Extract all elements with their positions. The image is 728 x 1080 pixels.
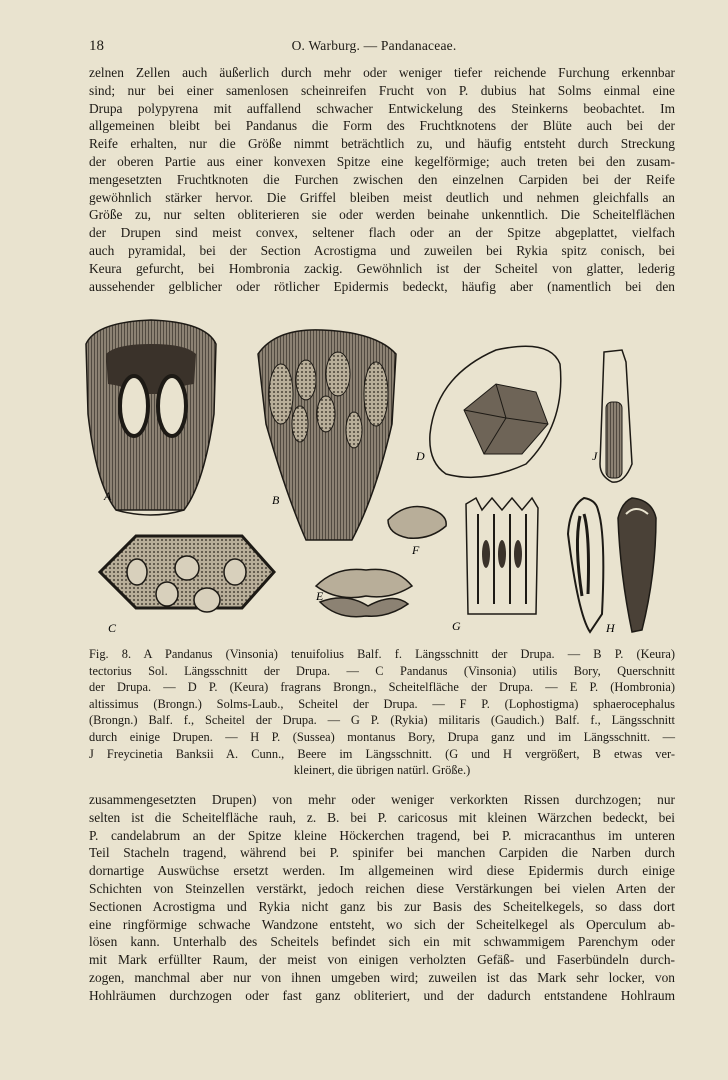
drawing-d xyxy=(430,346,561,477)
text-line: selten ist die Scheitelfläche rauh, z. B. bei P. caricosus mit kleinen Wärzchen bedeckt, bei xyxy=(89,809,675,825)
figure-label-g: G xyxy=(452,619,461,633)
text-line: zogen, manchmal aber nur von ihnen umgeben wird; zuweilen ist das Mark sehr locker, von xyxy=(89,969,675,985)
text-line: Hohlräumen durchzogen oder fast ganz obliteriert, und der dadurch entstandene Hohlraum xyxy=(89,987,675,1003)
text-line: Reife erhalten, nur die Größe nimmt beträchtlich zu, und häufig entsteht durch Streckung xyxy=(89,136,675,152)
text-line: zusammengesetzten Drupen) von mehr oder weniger verkorkten Rissen durchzogen; nur xyxy=(89,792,675,807)
figure-label-a: A xyxy=(104,489,112,503)
text-line: mit Mark erfüllter Raum, der meist von einigen verholzten Gefäß- und Faserbündeln durch- xyxy=(89,952,675,968)
running-head: O. Warburg. — Pandanaceae. xyxy=(291,38,457,53)
text-line: P. candelabrum an der Spitze kleine Höckerchen tragend, bei P. micracanthus im unteren xyxy=(89,827,675,843)
caption-line: altissimus (Brongn.) Solms-Laub., Scheitel der Drupa. — F P. (Lophostigma) sphaerocephalus xyxy=(89,696,675,711)
caption-line: durch einige Drupen. — H P. (Sussea) montanus Bory, Drupa ganz und im Längsschnitt. — xyxy=(89,729,675,744)
body-paragraph-top xyxy=(89,64,675,295)
text-line: der Drupen sind meist convex, seltener flach oder an der Spitze abgeplattet, vielfach xyxy=(89,225,675,241)
drawing-e xyxy=(316,569,412,616)
caption-line: J Freycinetia Banksii A. Cunn., Beere im Längsschnitt. (G und H vergrößert, B etwas ver- xyxy=(89,746,675,761)
caption-line: der Drupa. — D P. (Keura) fragrans Brongn., Scheitelfläche der Drupa. — E P. (Hombronia) xyxy=(89,680,675,695)
text-line: dornartige Auswüchse ersetzt werden. Im allgemeinen wird diese Epidermis durch einige xyxy=(89,863,675,879)
text-line: Keura gefurcht, bei Hombronia zackig. Gewöhnlich ist der Scheitel von glatter, lederig xyxy=(89,260,675,276)
figure-label-d: D xyxy=(416,449,425,463)
drawing-a xyxy=(86,320,216,515)
text-line: Sectionen Acrostigma und Rykia nicht ganz bis zur Basis des Scheitelkegels, so dass dort xyxy=(89,898,675,914)
caption-line: kleinert, die übrigen natürl. Größe.) xyxy=(293,763,471,778)
drawing-g xyxy=(466,498,538,614)
text-line: zelnen Zellen auch äußerlich durch mehr oder weniger tiefer reichende Furchung erkennbar xyxy=(89,65,675,80)
text-line: Größe zu, nur selten obliterieren sie oder werden beinahe unkenntlich. Die Scheitelflächen xyxy=(89,207,675,223)
text-line: gewöhnlich stärker hervor. Die Griffel bleiben meist deutlich und nehmen gleichfalls an xyxy=(89,189,675,205)
text-line: Drupa polypyrena mit auffallend schwacher Entwickelung des Steinkerns beobachtet. Im xyxy=(89,100,675,116)
caption-line: Fig. 8. A Pandanus (Vinsonia) tenuifolius Balf. f. Längsschnitt der Drupa. — B P. (Keura) xyxy=(89,647,675,661)
drawing-j xyxy=(600,350,632,482)
figure-caption xyxy=(89,646,675,779)
figure-label-j: J xyxy=(592,449,598,463)
text-line: mengesetzten Fruchtknoten die Furchen zwischen den einzelnen Carpiden bei der Reife xyxy=(89,171,675,187)
drawing-b xyxy=(258,330,396,540)
page-number: 18 xyxy=(89,38,104,54)
body-paragraph-bottom xyxy=(89,791,675,1005)
text-line: auch pyramidal, bei der Section Acrostigma und zuweilen bei Rykia spitz conisch, bei xyxy=(89,242,675,258)
drawing-h xyxy=(568,498,656,632)
figure-label-f: F xyxy=(412,543,420,557)
text-line: aussehender gelblicher oder rötlicher Epidermis bedeckt, häufig aber (namentlich bei den xyxy=(89,278,675,294)
figure-label-b: B xyxy=(272,493,280,507)
text-line: lösen kann. Unterhalb des Scheitels befindet sich ein mit schwammigem Parenchym oder xyxy=(89,934,675,950)
text-line: der oberen Partie aus einer konvexen Spitze eine kegelförmige; auch treten bei den zusam- xyxy=(89,153,675,169)
text-line: sind; nur bei einer samenlosen scheinreifen Frucht von P. dubius hat Solms einmal eine xyxy=(89,82,675,98)
text-line: eine ringförmige schwache Wandzone entsteht, wo sich der Scheitelkegel als Operculum ab- xyxy=(89,916,675,932)
figure-label-e: E xyxy=(316,589,324,603)
caption-line: tectorius Sol. Längsschnitt der Drupa. — C Pandanus (Vinsonia) utilis Bory, Querschnitt xyxy=(89,663,675,678)
figure-drawing xyxy=(76,314,686,644)
caption-line: (Brongn.) Balf. f., Scheitel der Drupa. — G P. (Rykia) militaris (Gaudich.) Balf. f., Längsschnitt xyxy=(89,713,675,728)
text-line: allgemeinen bleibt bei Pandanus die Form des Fruchtknotens der Blüte auch bei der xyxy=(89,118,675,134)
text-line: Schichten von Steinzellen verstärkt, jedoch reichen diese Verstärkungen bei vielen Arten der xyxy=(89,880,675,896)
drawing-f xyxy=(388,507,446,539)
drawing-c xyxy=(100,536,274,612)
text-line: Teil Stacheln tragend, während bei P. spinifer bei manchen Carpiden die Narben durch xyxy=(89,845,675,861)
figure-label-c: C xyxy=(108,621,117,635)
botanical-figure xyxy=(76,314,686,644)
figure-label-h: H xyxy=(606,621,615,635)
